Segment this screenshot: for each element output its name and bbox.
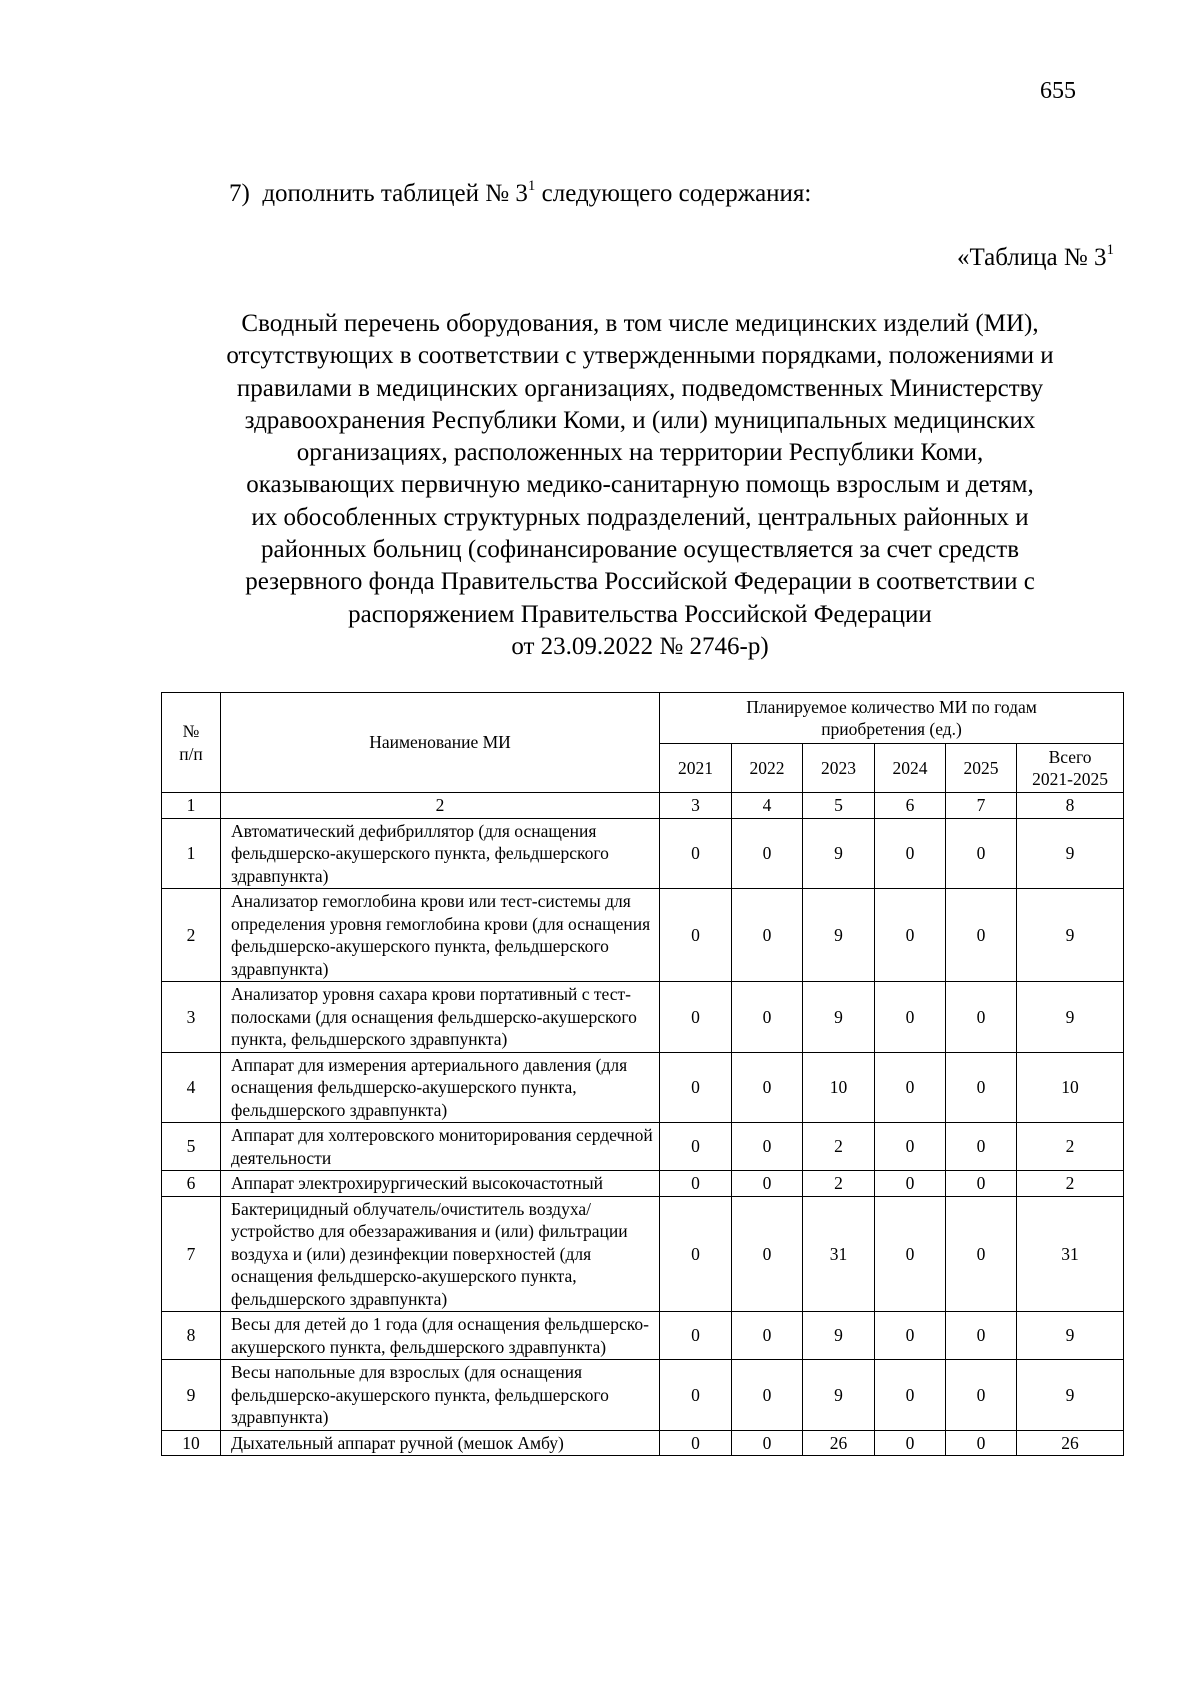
row-number: 2 [162,889,221,982]
table-row [162,1196,1124,1312]
table-row [162,1312,1124,1360]
equipment-name: Аппарат для холтеровского мониторирования сердечной деятельности [221,1123,660,1171]
qty-2024: 0 [875,982,946,1053]
amendment-prefix: 7) дополнить таблицей № 3 [229,180,528,207]
qty-total: 9 [1017,818,1124,889]
qty-2024: 0 [875,1123,946,1171]
qty-2024: 0 [875,1196,946,1312]
qty-2025: 0 [946,1312,1017,1360]
qty-2021: 0 [660,1312,732,1360]
equipment-name: Анализатор гемоглобина крови или тест-системы для определения уровня гемоглобина крови (для оснащения фельдшерско-акушерского пункта, фельдшерского здравпункта) [221,889,660,982]
row-number: 7 [162,1196,221,1312]
column-number: 6 [875,793,946,819]
equipment-name: Анализатор уровня сахара крови портативный с тест-полосками (для оснащения фельдшерско-акушерского пункта, фельдшерского здравпункта) [221,982,660,1053]
caption-line: организациях, расположенных на территории Республики Коми, [296,439,984,467]
column-number: 7 [946,793,1017,819]
qty-2025: 0 [946,982,1017,1053]
qty-2022: 0 [732,818,803,889]
row-number: 4 [162,1052,221,1123]
caption-line: резервного фонда Правительства Российской Федерации в соответствии с [245,568,1035,596]
table-row [162,818,1124,889]
qty-2023: 9 [803,982,875,1053]
qty-2022: 0 [732,1196,803,1312]
header-year: 2025 [946,744,1017,793]
header-year: 2024 [875,744,946,793]
row-number: 8 [162,1312,221,1360]
qty-2024: 0 [875,818,946,889]
qty-2024: 0 [875,1430,946,1456]
qty-2025: 0 [946,1123,1017,1171]
column-number: 4 [732,793,803,819]
amendment-suffix: следующего содержания: [535,180,812,207]
table-label-superscript: 1 [1106,242,1114,258]
table-row [162,1360,1124,1431]
qty-total: 9 [1017,1360,1124,1431]
caption-line: отсутствующих в соответствии с утвержденными порядками, положениями и [226,342,1054,370]
equipment-name: Автоматический дефибриллятор (для оснащения фельдшерско-акушерского пункта, фельдшерского здравпункта) [221,818,660,889]
qty-2021: 0 [660,1052,732,1123]
qty-2021: 0 [660,889,732,982]
table-row [162,1052,1124,1123]
caption-line: правилами в медицинских организациях, подведомственных Министерству [236,374,1044,402]
row-number: 6 [162,1171,221,1197]
row-number: 5 [162,1123,221,1171]
header-year: 2023 [803,744,875,793]
qty-2025: 0 [946,1052,1017,1123]
equipment-name: Аппарат электрохирургический высокочастотный [221,1171,660,1197]
qty-2021: 0 [660,1430,732,1456]
header-num: № п/п [162,693,221,793]
header-year: 2021 [660,744,732,793]
qty-2025: 0 [946,1171,1017,1197]
table-row [162,1171,1124,1197]
qty-2023: 2 [803,1123,875,1171]
page-number: 655 [1040,78,1076,104]
equipment-name: Аппарат для измерения артериального давления (для оснащения фельдшерско-акушерского пункта, фельдшерского здравпункта) [221,1052,660,1123]
caption-line: распоряжением Правительства Российской Федерации [348,600,932,628]
caption-line: Сводный перечень оборудования, в том числе медицинских изделий (МИ), [241,310,1039,337]
caption-line: районных больниц (софинансирование осуществляется за счет средств [260,536,1019,564]
qty-2021: 0 [660,818,732,889]
table-label-text: «Таблица № 3 [956,244,1107,271]
table-row [162,1430,1124,1456]
qty-2024: 0 [875,1312,946,1360]
qty-2023: 26 [803,1430,875,1456]
qty-2022: 0 [732,982,803,1053]
table-row [162,1123,1124,1171]
qty-2025: 0 [946,1360,1017,1431]
qty-2022: 0 [732,1052,803,1123]
qty-2022: 0 [732,1123,803,1171]
equipment-name: Весы напольные для взрослых (для оснащения фельдшерско-акушерского пункта, фельдшерского здравпункта) [221,1360,660,1431]
column-number: 5 [803,793,875,819]
qty-2024: 0 [875,1171,946,1197]
column-number: 1 [162,793,221,819]
qty-2022: 0 [732,1171,803,1197]
equipment-name: Дыхательный аппарат ручной (мешок Амбу) [221,1430,660,1456]
qty-2021: 0 [660,982,732,1053]
equipment-name: Весы для детей до 1 года (для оснащения фельдшерско-акушерского пункта, фельдшерского здравпункта) [221,1312,660,1360]
header-planned: Планируемое количество МИ по годам приобретения (ед.) [660,693,1124,744]
equipment-name: Бактерицидный облучатель/очиститель воздуха/устройство для обеззараживания и (или) фильтрации воздуха и (или) дезинфекции поверхностей (для оснащения фельдшерско-акушерского пункта, фельдшерского здравпункта) [221,1196,660,1312]
qty-2024: 0 [875,1360,946,1431]
qty-2022: 0 [732,1360,803,1431]
qty-2023: 2 [803,1171,875,1197]
qty-total: 31 [1017,1196,1124,1312]
qty-2022: 0 [732,889,803,982]
qty-total: 9 [1017,1312,1124,1360]
qty-2023: 9 [803,889,875,982]
qty-2021: 0 [660,1196,732,1312]
caption-line: здравоохранения Республики Коми, и (или) муниципальных медицинских [244,406,1036,434]
qty-2021: 0 [660,1171,732,1197]
column-number: 2 [221,793,660,819]
row-number: 3 [162,982,221,1053]
amendment-superscript: 1 [527,178,536,194]
row-number: 1 [162,818,221,889]
qty-2021: 0 [660,1360,732,1431]
amendment-line [229,180,811,208]
qty-total: 2 [1017,1171,1124,1197]
qty-2023: 31 [803,1196,875,1312]
caption-line: их обособленных структурных подразделений, центральных районных и [251,503,1029,531]
qty-2023: 10 [803,1052,875,1123]
caption-line: от 23.09.2022 № 2746-р) [511,632,769,660]
qty-total: 10 [1017,1052,1124,1123]
qty-2024: 0 [875,1052,946,1123]
header-name: Наименование МИ [221,693,660,793]
qty-2022: 0 [732,1312,803,1360]
qty-2023: 9 [803,818,875,889]
qty-2025: 0 [946,889,1017,982]
qty-2025: 0 [946,1196,1017,1312]
table-body [162,818,1124,1456]
qty-2023: 9 [803,1360,875,1431]
qty-2025: 0 [946,1430,1017,1456]
header-total: Всего 2021-2025 [1017,744,1124,793]
qty-2022: 0 [732,1430,803,1456]
header-year: 2022 [732,744,803,793]
table-row [162,889,1124,982]
caption-line: оказывающих первичную медико-санитарную помощь взрослым и детям, [246,471,1034,499]
qty-2023: 9 [803,1312,875,1360]
equipment-table [161,692,1124,1456]
column-number: 3 [660,793,732,819]
qty-total: 26 [1017,1430,1124,1456]
table-label [957,244,1114,272]
column-number: 8 [1017,793,1124,819]
qty-2025: 0 [946,818,1017,889]
row-number: 10 [162,1430,221,1456]
qty-total: 9 [1017,889,1124,982]
qty-2021: 0 [660,1123,732,1171]
qty-2024: 0 [875,889,946,982]
qty-total: 2 [1017,1123,1124,1171]
row-number: 9 [162,1360,221,1431]
table-caption [160,308,1120,663]
qty-total: 9 [1017,982,1124,1053]
table-row [162,982,1124,1053]
